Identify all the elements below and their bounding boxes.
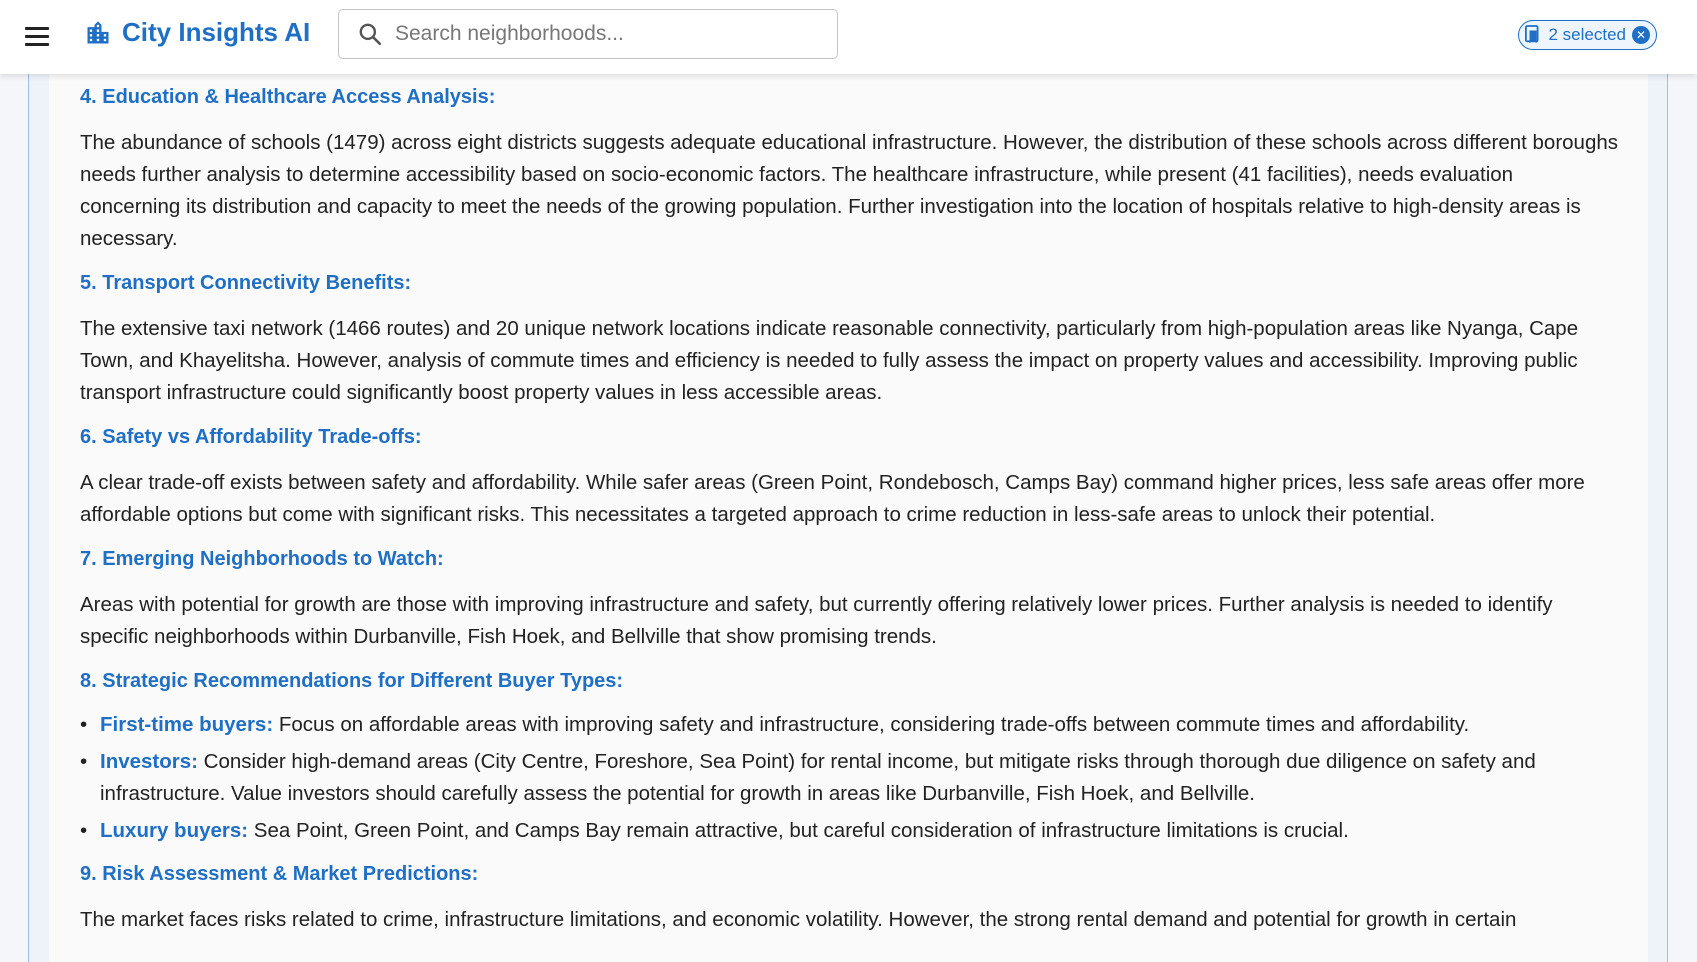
section-body: Areas with potential for growth are those with improving infrastructure and safety, but currently offering relatively lower prices. Further analysis is needed to identify specific neighborhoods within Durbanville, Fish Hoek, and Bellville that show promising trends.	[80, 593, 1553, 648]
list-item-text: Sea Point, Green Point, and Camps Bay remain attractive, but careful consideration of infrastructure limitations is crucial.	[248, 819, 1349, 842]
buyer-type-label: First-time buyers:	[100, 713, 274, 736]
section-heading: 5. Transport Connectivity Benefits:	[80, 272, 412, 294]
compare-icon	[1525, 25, 1543, 45]
list-item	[80, 815, 1618, 847]
app-brand[interactable]	[84, 17, 310, 48]
search-input[interactable]	[395, 22, 837, 46]
section-body: The market faces risks related to crime, infrastructure limitations, and economic volatility. However, the strong rental demand and potential for growth in certain	[80, 908, 1517, 931]
menu-icon[interactable]	[22, 20, 54, 52]
app-title: City Insights AI	[122, 17, 311, 47]
list-item	[80, 709, 1618, 741]
search-icon	[357, 21, 383, 47]
section-heading: 6. Safety vs Affordability Trade-offs:	[80, 426, 422, 448]
search-box[interactable]	[338, 9, 838, 59]
section-heading: 9. Risk Assessment & Market Predictions:	[80, 863, 479, 885]
section-heading: 8. Strategic Recommendations for Different Buyer Types:	[80, 670, 624, 692]
clear-selection-icon[interactable]: ✕	[1632, 26, 1650, 44]
buyer-type-label: Investors:	[100, 750, 198, 773]
section-heading: 4. Education & Healthcare Access Analysis:	[80, 86, 496, 108]
buyer-type-label: Luxury buyers:	[100, 819, 249, 842]
list-item-text: Focus on affordable areas with improving safety and infrastructure, considering trade-offs between commute times and affordability.	[273, 713, 1470, 736]
report-content	[49, 60, 1648, 962]
section-body: The abundance of schools (1479) across eight districts suggests adequate educational infrastructure. However, the distribution of these schools across different boroughs needs further analysis to determine accessibility based on socio-economic factors. The healthcare infrastructure, while present (41 facilities), needs evaluation concerning its distribution and capacity to meet the needs of the growing population. Further investigation into the location of hospitals relative to high-density areas is necessary.	[80, 131, 1619, 250]
list-item-text: Consider high-demand areas (City Centre, Foreshore, Sea Point) for rental income, but mitigate risks through thorough due diligence on safety and infrastructure. Value investors should carefully assess the potential for growth in areas like Durbanville, Fish Hoek, and Bellville.	[100, 750, 1536, 805]
recommendation-list	[80, 709, 1618, 847]
section-body: The extensive taxi network (1466 routes) and 20 unique network locations indicate reasonable connectivity, particularly from high-population areas like Nyanga, Cape Town, and Khayelitsha. However, analysis of commute times and efficiency is needed to fully assess the impact on property values and accessibility. Improving public transport infrastructure could significantly boost property values in less accessible areas.	[80, 317, 1579, 404]
selection-count: 2 selected	[1548, 25, 1626, 44]
section-heading: 7. Emerging Neighborhoods to Watch:	[80, 548, 444, 570]
section-body: A clear trade-off exists between safety and affordability. While safer areas (Green Point, Rondebosch, Camps Bay) command higher prices, less safe areas offer more affordable options but come with significant risks. This necessitates a targeted approach to crime reduction in less-safe areas to unlock their potential.	[80, 471, 1585, 526]
city-buildings-icon	[84, 18, 112, 48]
list-item	[80, 746, 1618, 810]
top-app-bar	[0, 0, 1697, 74]
selection-chip[interactable]	[1518, 20, 1658, 50]
